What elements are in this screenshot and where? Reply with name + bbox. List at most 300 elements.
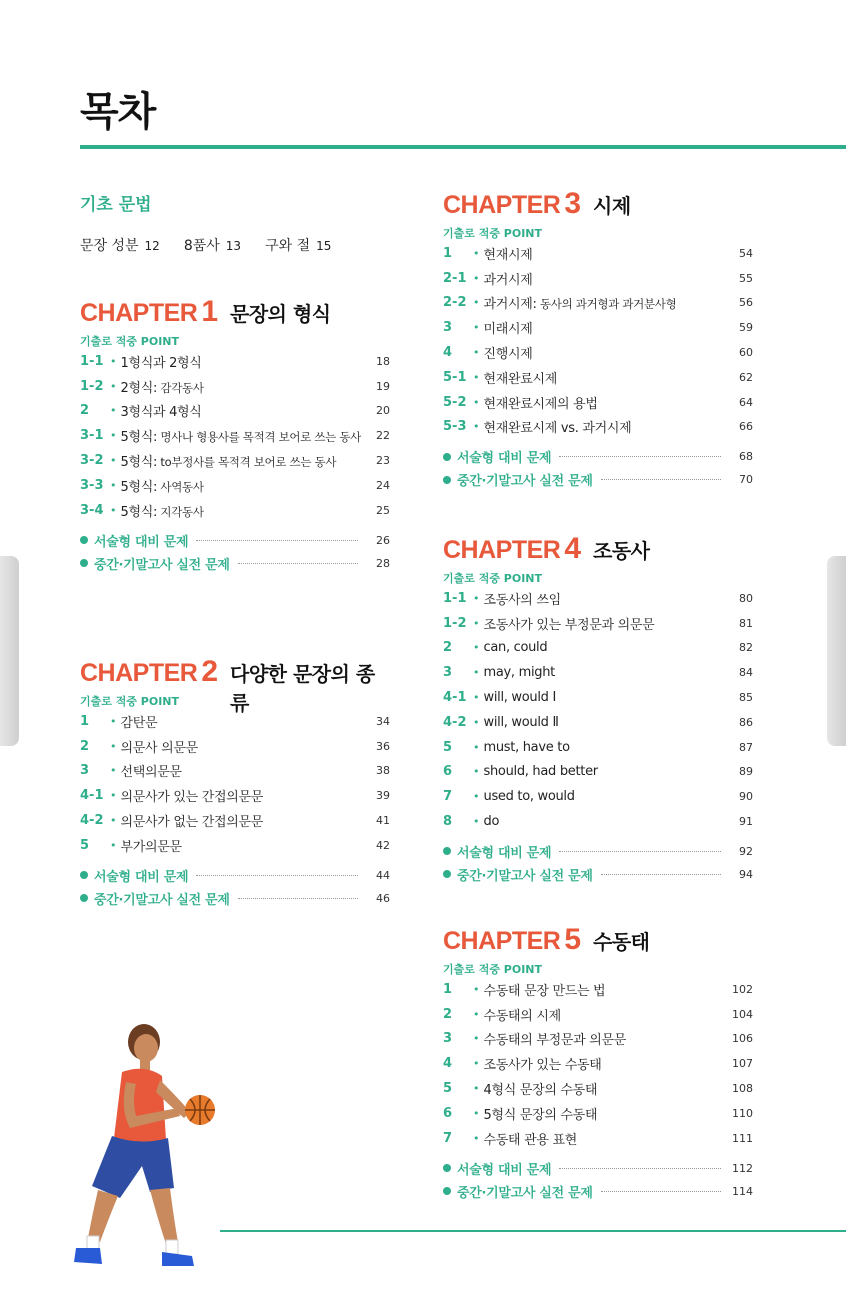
entry-title-main: 수동태 문장 만드는 법 [483, 983, 606, 999]
bullet-icon: • [110, 503, 117, 517]
review-title: 서술형 대비 문제 [94, 869, 189, 885]
point-label: 기출로 적중 POINT [443, 963, 543, 976]
entry-number: 2 [80, 403, 90, 419]
entry-number: 1-1 [443, 590, 467, 606]
toc-entry[interactable] [80, 498, 390, 523]
entry-title-main: 5형식: [120, 430, 158, 446]
bullet-icon: • [473, 370, 480, 384]
entry-title [484, 1104, 730, 1123]
toc-entry[interactable] [443, 760, 753, 785]
entry-title-main: 4형식 문장의 수동태 [483, 1083, 598, 1099]
page-edge-tab-left [0, 556, 19, 746]
entry-title-main: 조동사의 쓰임 [483, 592, 561, 608]
review-entry[interactable] [443, 1157, 753, 1180]
entry-number: 1 [80, 713, 90, 729]
entry-number: 5 [80, 837, 90, 853]
review-entry[interactable] [443, 468, 753, 491]
bullet-icon: • [473, 790, 480, 804]
item-page: 12 [144, 239, 160, 253]
bullet-icon: • [473, 1007, 480, 1021]
entry-page: 41 [376, 814, 390, 828]
toc-entry[interactable] [443, 1126, 753, 1151]
point-label: 기출로 적중 POINT [80, 335, 180, 348]
entry-number: 3 [443, 1031, 453, 1047]
bullet-icon: • [473, 321, 480, 335]
toc-entry[interactable] [443, 340, 753, 365]
bullet-icon: • [473, 691, 480, 705]
entry-title [121, 451, 367, 470]
entry-title [484, 980, 730, 999]
review-title: 중간·기말고사 실전 문제 [457, 474, 593, 490]
entry-title [121, 712, 367, 731]
review-entry[interactable] [443, 840, 753, 863]
entry-page: 18 [376, 354, 390, 368]
bottom-divider [220, 1230, 846, 1232]
entry-title-main: 과거시제: [483, 297, 537, 313]
bullet-icon: • [473, 1106, 480, 1120]
entry-page: 66 [739, 420, 753, 434]
entry-page: 86 [739, 715, 753, 729]
entry-title-main: 5형식: [120, 455, 158, 471]
review-page: 92 [739, 844, 753, 858]
bullet-icon: • [110, 429, 117, 443]
entry-title-main: 과거시제 [483, 272, 533, 288]
dot-leader [601, 479, 721, 480]
page-title: 목차 [80, 89, 156, 135]
page-edge-tab-right [827, 556, 846, 746]
chapter-heading [443, 923, 753, 955]
entry-page: 90 [739, 790, 753, 804]
entry-number: 4-1 [443, 690, 467, 706]
entry-title [121, 811, 367, 830]
entry-title-main: 현재시제 [483, 247, 533, 263]
entry-title [484, 393, 730, 412]
bullet-icon: • [110, 404, 117, 418]
dot-leader [559, 851, 721, 852]
toc-entry[interactable] [80, 374, 390, 399]
entry-title [484, 740, 730, 755]
toc-entry[interactable] [443, 977, 753, 1002]
entry-number: 5-2 [443, 394, 467, 410]
review-page: 26 [376, 533, 390, 547]
entry-number: 3-2 [80, 453, 104, 469]
bullet-icon: • [473, 1082, 480, 1096]
review-entry[interactable] [80, 887, 390, 910]
entry-page: 20 [376, 404, 390, 418]
entry-title-main: can, could [483, 640, 548, 656]
entry-number: 3 [80, 763, 90, 779]
entry-title [121, 401, 367, 420]
toc-entry[interactable] [443, 415, 753, 440]
point-label: 기출로 적중 POINT [443, 227, 543, 240]
entry-title [484, 1079, 730, 1098]
toc-entry[interactable] [443, 809, 753, 834]
entry-title [484, 417, 730, 436]
entry-title [484, 665, 730, 680]
entry-title-main: 감탄문 [120, 715, 158, 731]
toc-entry[interactable] [443, 266, 753, 291]
toc-entry[interactable] [443, 365, 753, 390]
review-title: 서술형 대비 문제 [457, 845, 552, 861]
entry-number: 2-2 [443, 295, 467, 311]
bullet-icon: • [110, 354, 117, 368]
entry-title [484, 690, 730, 705]
entry-page: 111 [732, 1131, 753, 1145]
toc-entry[interactable] [80, 808, 390, 833]
entry-page: 19 [376, 379, 390, 393]
entry-title-main: should, had better [483, 764, 598, 780]
entry-title-main: 5형식: [120, 504, 158, 520]
toc-entry[interactable] [80, 423, 390, 448]
entry-title [484, 1129, 730, 1148]
entry-title [484, 293, 730, 312]
bullet-icon: • [473, 740, 480, 754]
entry-title-main: 진행시제 [483, 347, 533, 363]
chapter-1-section [80, 295, 390, 575]
chapter-heading [80, 295, 390, 327]
bullet-icon: • [473, 815, 480, 829]
chapter-number: 1 [201, 295, 219, 328]
bullet-icon: • [110, 714, 117, 728]
bullet-icon: • [110, 739, 117, 753]
entry-number: 1-2 [443, 615, 467, 631]
dot-leader [196, 540, 358, 541]
entry-title [484, 1029, 730, 1048]
chapter-number: 5 [564, 923, 582, 956]
entry-page: 34 [376, 714, 390, 728]
toc-entry[interactable] [443, 710, 753, 735]
entry-page: 104 [732, 1007, 753, 1021]
toc-entry[interactable] [80, 833, 390, 858]
entry-number: 2 [443, 1006, 453, 1022]
entry-number: 4-1 [80, 788, 104, 804]
entry-page: 56 [739, 296, 753, 310]
entry-number: 4-2 [443, 714, 467, 730]
review-page: 114 [732, 1184, 753, 1198]
entry-page: 80 [739, 591, 753, 605]
entry-title-main: 5형식 문장의 수동태 [483, 1107, 598, 1123]
entry-number: 6 [443, 764, 453, 780]
entry-title-main: 2형식: [120, 380, 158, 396]
bullet-icon: • [110, 814, 117, 828]
toc-entry[interactable] [80, 399, 390, 424]
chapter-word: CHAPTER [80, 659, 198, 687]
entry-number: 5-1 [443, 369, 467, 385]
entry-page: 107 [732, 1057, 753, 1071]
entry-title [484, 715, 730, 730]
entry-page: 23 [376, 454, 390, 468]
entry-title-main: 5형식: [120, 479, 158, 495]
entry-title [484, 764, 730, 779]
entry-title-main: 현재완료시제의 용법 [483, 396, 598, 412]
chapter-title: 문장의 형식 [230, 302, 331, 326]
review-title: 서술형 대비 문제 [94, 534, 189, 550]
bullet-icon: • [110, 838, 117, 852]
dot-leader [559, 456, 721, 457]
entry-number: 5 [443, 739, 453, 755]
bullet-icon: • [473, 1131, 480, 1145]
basic-grammar-item[interactable] [265, 235, 331, 255]
point-label: 기출로 적중 POINT [80, 695, 180, 708]
toc-entry[interactable] [80, 473, 390, 498]
entry-title-main: 현재완료시제 [483, 371, 558, 387]
entry-title-sub: 감각동사 [157, 380, 204, 395]
toc-entry[interactable] [80, 734, 390, 759]
basic-grammar-item[interactable] [80, 235, 160, 255]
entry-number: 4 [443, 1056, 453, 1072]
review-page: 44 [376, 868, 390, 882]
review-entry[interactable] [80, 529, 390, 552]
review-page: 28 [376, 556, 390, 570]
dot-icon [443, 870, 451, 878]
entry-title [484, 244, 730, 263]
item-label: 문장 성분 [80, 238, 139, 254]
item-page: 13 [225, 239, 242, 253]
entry-title [121, 836, 367, 855]
toc-entry[interactable] [80, 783, 390, 808]
review-title: 서술형 대비 문제 [457, 451, 552, 467]
entry-page: 81 [739, 616, 753, 630]
chapter-review-list [443, 1157, 753, 1203]
toc-entry[interactable] [443, 586, 753, 611]
entry-title-main: 3형식과 4형식 [120, 405, 202, 421]
entry-title [484, 318, 730, 337]
entry-title-main: will, would Ⅰ [483, 690, 556, 706]
entry-page: 59 [739, 321, 753, 335]
bullet-icon: • [110, 789, 117, 803]
chapter-review-list [80, 529, 390, 575]
basic-grammar-heading: 기초 문법 [80, 195, 152, 215]
basketball-player-illustration [70, 1020, 240, 1280]
entry-title-sub: 사역동사 [157, 479, 204, 494]
review-entry[interactable] [80, 864, 390, 887]
review-page: 46 [376, 891, 390, 905]
entry-title [121, 352, 367, 371]
entry-page: 60 [739, 346, 753, 360]
review-title: 서술형 대비 문제 [457, 1162, 552, 1178]
entry-page: 39 [376, 789, 390, 803]
review-page: 68 [739, 450, 753, 464]
dot-leader [196, 875, 358, 876]
basic-grammar-section [80, 190, 331, 255]
toc-entry[interactable] [443, 1051, 753, 1076]
chapter-heading [443, 532, 753, 564]
basic-grammar-items [80, 235, 331, 255]
toc-entry[interactable] [443, 685, 753, 710]
item-label: 8품사 [183, 238, 220, 254]
entry-page: 55 [739, 271, 753, 285]
entry-title [121, 501, 367, 520]
entry-page: 54 [739, 246, 753, 260]
chapter-title: 시제 [593, 194, 631, 218]
entry-title [484, 1005, 730, 1024]
entry-title-main: 의문사 의문문 [120, 740, 198, 756]
entry-title-main: 의문사가 있는 간접의문문 [120, 790, 264, 806]
review-entry[interactable] [443, 445, 753, 468]
dot-leader [601, 1191, 721, 1192]
entry-title-main: 수동태의 시제 [483, 1008, 561, 1024]
review-title: 중간·기말고사 실전 문제 [457, 868, 593, 884]
bullet-icon: • [473, 616, 480, 630]
toc-entry[interactable] [443, 291, 753, 316]
entry-page: 85 [739, 691, 753, 705]
entry-title-main: used to, would [483, 789, 575, 805]
chapter-number: 3 [564, 187, 582, 220]
entry-number: 3-4 [80, 502, 104, 518]
review-title: 중간·기말고사 실전 문제 [94, 557, 230, 573]
entry-page: 25 [376, 503, 390, 517]
entry-title-main: 미래시제 [483, 322, 533, 338]
entry-title [484, 640, 730, 655]
chapter-heading [443, 187, 753, 219]
dot-icon [443, 1187, 451, 1195]
entry-page: 91 [739, 815, 753, 829]
item-page: 15 [316, 239, 332, 253]
entry-page: 108 [732, 1082, 753, 1096]
entry-page: 82 [739, 641, 753, 655]
entry-title [484, 368, 730, 387]
entry-page: 22 [376, 429, 390, 443]
entry-page: 102 [732, 982, 753, 996]
dot-leader [601, 874, 721, 875]
toc-entry[interactable] [443, 660, 753, 685]
dot-icon [443, 847, 451, 855]
entry-page: 36 [376, 739, 390, 753]
chapter-title: 다양한 문장의 종류 [230, 662, 375, 715]
entry-title-main: may, might [483, 665, 555, 681]
chapter-review-list [80, 864, 390, 910]
entry-title-sub: 명사나 형용사를 목적격 보어로 쓰는 동사 [157, 430, 361, 445]
chapter-review-list [443, 445, 753, 491]
entry-title [121, 737, 367, 756]
entry-page: 64 [739, 395, 753, 409]
bullet-icon: • [473, 246, 480, 260]
entry-number: 2-1 [443, 270, 467, 286]
chapter-5-section [443, 923, 753, 1203]
bullet-icon: • [473, 591, 480, 605]
entry-page: 62 [739, 370, 753, 384]
toc-entry[interactable] [80, 759, 390, 784]
chapter-review-list [443, 840, 753, 886]
toc-entry[interactable] [443, 1101, 753, 1126]
entry-number: 5-3 [443, 419, 467, 435]
entry-title [484, 1054, 730, 1073]
title-divider [80, 145, 846, 149]
toc-entry[interactable] [80, 709, 390, 734]
bullet-icon: • [473, 395, 480, 409]
entry-number: 2 [443, 640, 453, 656]
entry-page: 84 [739, 666, 753, 680]
entry-title [484, 343, 730, 362]
review-page: 112 [732, 1161, 753, 1175]
review-title: 중간·기말고사 실전 문제 [94, 892, 230, 908]
entry-title-main: 의문사가 없는 간접의문문 [120, 815, 264, 831]
toc-entry[interactable] [443, 1076, 753, 1101]
toc-entry[interactable] [443, 1002, 753, 1027]
bullet-icon: • [110, 478, 117, 492]
entry-title-sub: 지각동사 [157, 504, 204, 519]
basic-grammar-item[interactable] [184, 235, 241, 255]
entry-title [484, 789, 730, 804]
toc-entry[interactable] [443, 1027, 753, 1052]
entry-title-main: 선택의문문 [120, 765, 182, 781]
review-entry[interactable] [443, 1180, 753, 1203]
toc-entry[interactable] [443, 390, 753, 415]
toc-entry[interactable] [443, 611, 753, 636]
entry-title [484, 614, 730, 633]
entry-title [484, 814, 730, 829]
review-page: 70 [739, 473, 753, 487]
entry-number: 1-1 [80, 353, 104, 369]
bullet-icon: • [473, 346, 480, 360]
entry-page: 42 [376, 838, 390, 852]
toc-entry[interactable] [443, 315, 753, 340]
bullet-icon: • [473, 1057, 480, 1071]
entry-title-main: do [483, 814, 500, 830]
entry-page: 106 [732, 1032, 753, 1046]
entry-page: 110 [732, 1106, 753, 1120]
bullet-icon: • [473, 271, 480, 285]
entry-title-main: 수동태의 부정문과 의문문 [483, 1033, 627, 1049]
entry-title-main: 조동사가 있는 부정문과 의문문 [483, 617, 655, 633]
dot-icon [443, 476, 451, 484]
toc-entry[interactable] [80, 349, 390, 374]
entry-title [121, 761, 367, 780]
entry-number: 1 [443, 245, 453, 261]
entry-number: 6 [443, 1105, 453, 1121]
entry-title-main: 조동사가 있는 수동태 [483, 1058, 602, 1074]
entry-title [484, 269, 730, 288]
review-page: 94 [739, 867, 753, 881]
bullet-icon: • [473, 765, 480, 779]
entry-title-main: must, have to [483, 739, 570, 755]
chapter-word: CHAPTER [443, 536, 561, 564]
bullet-icon: • [473, 666, 480, 680]
review-entry[interactable] [443, 863, 753, 886]
chapter-number: 4 [564, 532, 582, 565]
entry-title-sub: to부정사를 목적격 보어로 쓰는 동사 [157, 455, 337, 470]
entry-number: 3-1 [80, 428, 104, 444]
chapter-4-section [443, 532, 753, 886]
chapter-word: CHAPTER [443, 191, 561, 219]
entry-number: 3-3 [80, 477, 104, 493]
entry-title [121, 377, 367, 396]
toc-entry[interactable] [443, 241, 753, 266]
chapter-title: 조동사 [593, 539, 650, 563]
entry-number: 8 [443, 814, 453, 830]
toc-entry[interactable] [80, 448, 390, 473]
bullet-icon: • [110, 764, 117, 778]
bullet-icon: • [110, 454, 117, 468]
dot-icon [443, 1164, 451, 1172]
dot-leader [238, 563, 358, 564]
entry-page: 89 [739, 765, 753, 779]
dot-icon [80, 536, 88, 544]
entry-number: 3 [443, 665, 453, 681]
toc-entry[interactable] [443, 735, 753, 760]
dot-leader [559, 1168, 721, 1169]
toc-entry[interactable] [443, 636, 753, 661]
entry-title [484, 589, 730, 608]
entry-number: 5 [443, 1081, 453, 1097]
entry-page: 87 [739, 740, 753, 754]
toc-entry[interactable] [443, 784, 753, 809]
item-label: 구와 절 [265, 238, 311, 254]
entry-number: 1 [443, 981, 453, 997]
entry-title [121, 786, 367, 805]
review-entry[interactable] [80, 552, 390, 575]
entry-title-main: will, would Ⅱ [483, 714, 559, 730]
